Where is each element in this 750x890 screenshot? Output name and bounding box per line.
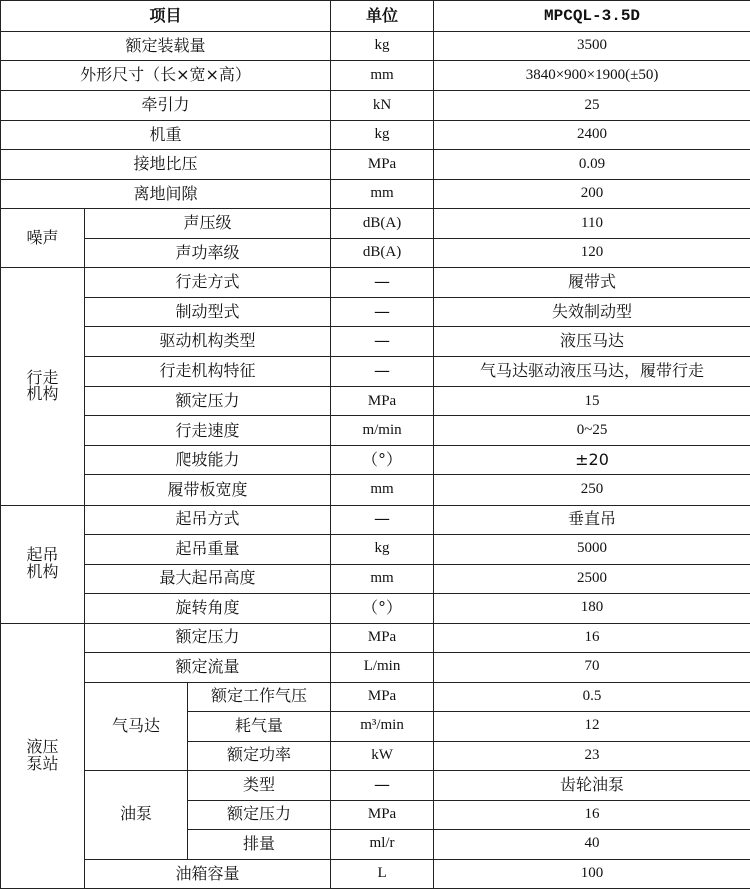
row-label: 驱动机构类型 (85, 327, 331, 357)
row-value: 110 (434, 209, 750, 239)
table-row (1, 32, 750, 61)
row-value: 0.5 (434, 682, 750, 711)
row-value: 垂直吊 (434, 505, 750, 534)
table-row (1, 446, 750, 475)
table-row (1, 180, 750, 209)
group-lifting (1, 505, 85, 623)
row-unit: — (331, 357, 434, 387)
table-row (1, 593, 750, 623)
row-label: 机重 (1, 121, 331, 150)
row-value: 齿轮油泵 (434, 770, 750, 800)
row-value: 0.09 (434, 150, 750, 180)
table-row (1, 327, 750, 357)
table-row (1, 534, 750, 564)
row-label: 油箱容量 (85, 859, 331, 888)
row-label: 声功率级 (85, 239, 331, 268)
row-value: 失效制动型 (434, 298, 750, 327)
row-value: 15 (434, 387, 750, 416)
table-row (1, 416, 750, 446)
row-label: 起吊方式 (85, 505, 331, 534)
row-unit: MPa (331, 682, 434, 711)
row-label: 爬坡能力 (85, 446, 331, 475)
row-unit: kg (331, 32, 434, 61)
row-value: 200 (434, 180, 750, 209)
row-label: 类型 (188, 770, 331, 800)
row-label: 额定压力 (85, 387, 331, 416)
group-noise (1, 209, 85, 268)
row-unit: L (331, 859, 434, 888)
row-unit: m³/min (331, 711, 434, 741)
row-unit: dB(A) (331, 209, 434, 239)
table-row (1, 268, 750, 298)
table-row (1, 357, 750, 387)
row-value: ±20 (434, 446, 750, 475)
header-item: 项目 (1, 1, 331, 32)
row-value: 3840×900×1900(±50) (434, 61, 750, 91)
row-unit: ml/r (331, 829, 434, 859)
row-unit: mm (331, 61, 434, 91)
row-value: 2400 (434, 121, 750, 150)
table-row (1, 623, 750, 652)
row-value: 100 (434, 859, 750, 888)
row-unit: MPa (331, 387, 434, 416)
row-label: 制动型式 (85, 298, 331, 327)
group-travel-label: 行走机构 (26, 367, 59, 404)
row-unit: mm (331, 475, 434, 505)
row-unit: — (331, 505, 434, 534)
row-value: 23 (434, 741, 750, 770)
row-unit: MPa (331, 150, 434, 180)
row-label: 外形尺寸（长×宽×高） (1, 61, 331, 91)
row-label: 履带板宽度 (85, 475, 331, 505)
row-value: 16 (434, 623, 750, 652)
row-label: 额定工作气压 (188, 682, 331, 711)
subgroup-oil-pump: 油泵 (85, 770, 188, 859)
table-row (1, 121, 750, 150)
row-value: 0~25 (434, 416, 750, 446)
row-value: 5000 (434, 534, 750, 564)
row-value: 25 (434, 91, 750, 121)
header-model: MPCQL-3.5D (434, 1, 750, 32)
row-label: 声压级 (85, 209, 331, 239)
table-row (1, 770, 750, 800)
table-row (1, 387, 750, 416)
table-row (1, 859, 750, 888)
row-label: 额定流量 (85, 652, 331, 682)
row-value: 3500 (434, 32, 750, 61)
row-unit: m/min (331, 416, 434, 446)
row-unit: — (331, 327, 434, 357)
row-value: 液压马达 (434, 327, 750, 357)
row-label: 牵引力 (1, 91, 331, 121)
row-unit: kW (331, 741, 434, 770)
row-label: 额定装载量 (1, 32, 331, 61)
row-value: 180 (434, 593, 750, 623)
row-value: 16 (434, 800, 750, 829)
row-unit: MPa (331, 623, 434, 652)
table-row (1, 91, 750, 121)
row-label: 行走方式 (85, 268, 331, 298)
row-unit: mm (331, 564, 434, 593)
group-hydraulic-label: 液压泵站 (26, 737, 59, 773)
row-unit: mm (331, 180, 434, 209)
row-unit: （°） (331, 593, 434, 623)
row-label: 最大起吊高度 (85, 564, 331, 593)
row-unit: L/min (331, 652, 434, 682)
group-hydraulic (1, 623, 85, 888)
row-value: 120 (434, 239, 750, 268)
table-row (1, 150, 750, 180)
table-row (1, 209, 750, 239)
row-label: 排量 (188, 829, 331, 859)
table-row (1, 652, 750, 682)
subgroup-air-motor: 气马达 (85, 682, 188, 770)
row-value: 气马达驱动液压马达，履带行走 (434, 357, 750, 387)
row-unit: （°） (331, 446, 434, 475)
row-label: 行走机构特征 (85, 357, 331, 387)
row-value: 履带式 (434, 268, 750, 298)
table-row (1, 475, 750, 505)
row-label: 耗气量 (188, 711, 331, 741)
row-label: 额定功率 (188, 741, 331, 770)
row-unit: MPa (331, 800, 434, 829)
row-unit: — (331, 770, 434, 800)
header-unit: 单位 (331, 1, 434, 32)
row-label: 离地间隙 (1, 180, 331, 209)
group-lifting-label: 起吊机构 (26, 545, 59, 582)
row-value: 12 (434, 711, 750, 741)
row-value: 250 (434, 475, 750, 505)
row-unit: kg (331, 121, 434, 150)
row-label: 旋转角度 (85, 593, 331, 623)
table-row (1, 298, 750, 327)
group-travel (1, 268, 85, 505)
row-value: 2500 (434, 564, 750, 593)
table-row (1, 239, 750, 268)
header-row (1, 1, 750, 32)
row-unit: — (331, 268, 434, 298)
group-noise-label: 噪声 (26, 227, 59, 247)
row-unit: — (331, 298, 434, 327)
table-row (1, 505, 750, 534)
row-unit: dB(A) (331, 239, 434, 268)
row-label: 额定压力 (85, 623, 331, 652)
row-value: 70 (434, 652, 750, 682)
row-unit: kN (331, 91, 434, 121)
row-value: 40 (434, 829, 750, 859)
row-unit: kg (331, 534, 434, 564)
row-label: 行走速度 (85, 416, 331, 446)
row-label: 起吊重量 (85, 534, 331, 564)
table-row (1, 61, 750, 91)
table-row (1, 564, 750, 593)
row-label: 额定压力 (188, 800, 331, 829)
row-label: 接地比压 (1, 150, 331, 180)
table-row (1, 682, 750, 711)
